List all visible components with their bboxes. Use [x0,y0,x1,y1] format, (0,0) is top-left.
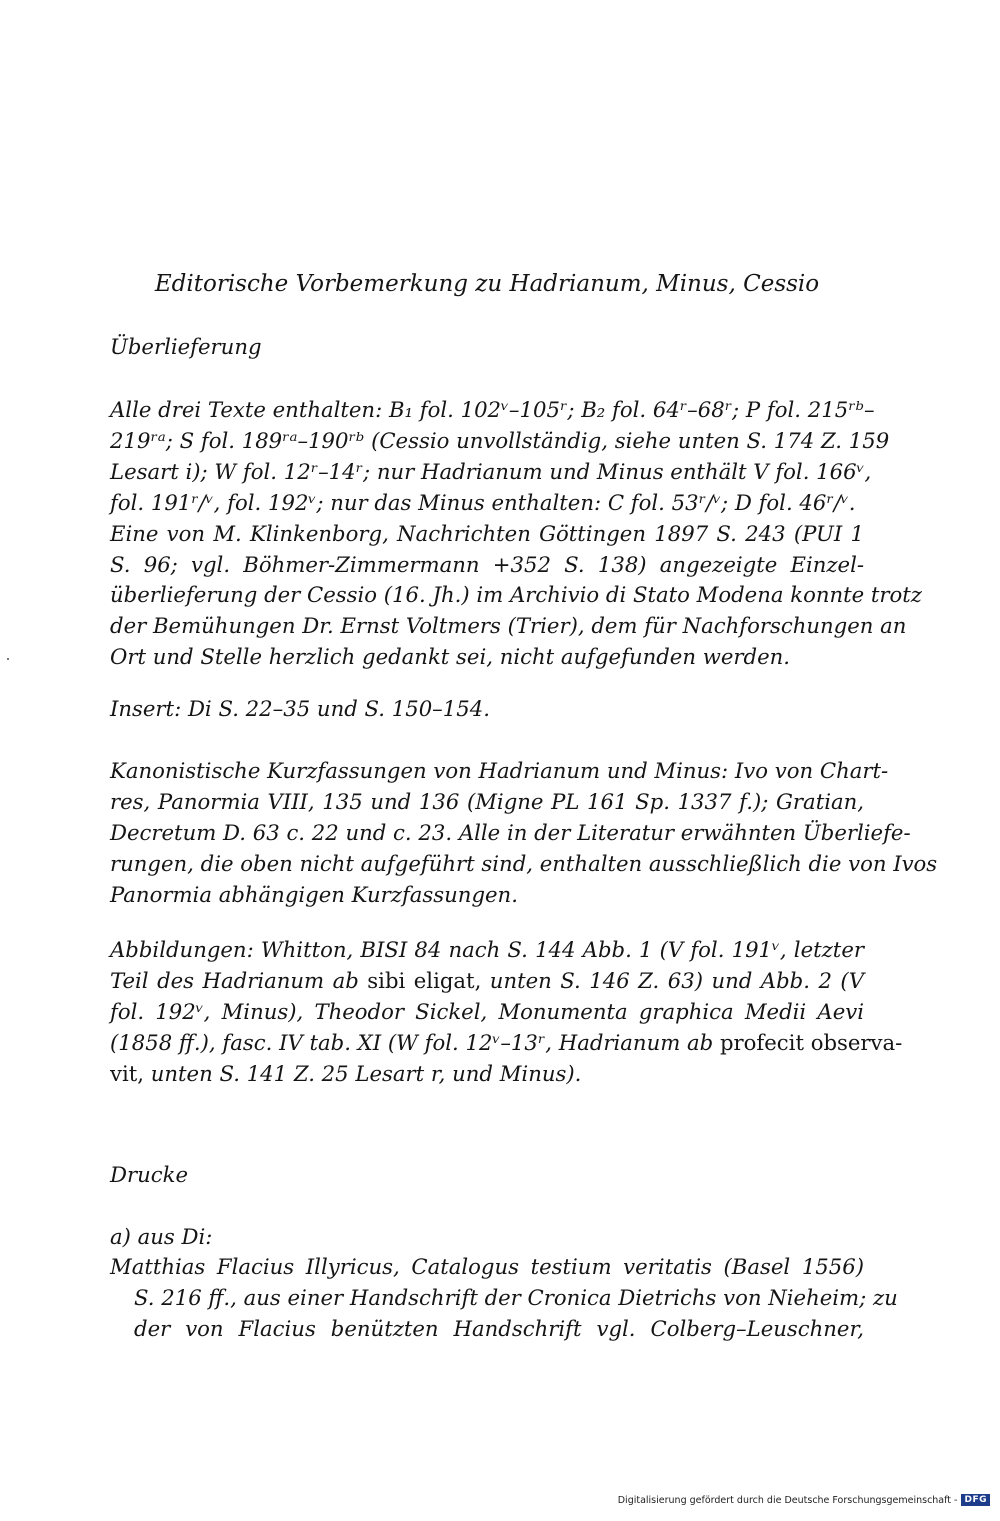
text-line: res, Panormia VIII, 135 und 136 (Migne PL 161 Sp. 1337 f.); Gratian, [110,788,864,814]
roman-quote: vit, [110,1060,144,1086]
text-line: Decretum D. 63 c. 22 und c. 23. Alle in der Literatur erwähnten Überliefe- [110,819,911,845]
section-heading-ueberlieferung: Überlieferung [110,334,262,359]
text-line: Abbildungen: Whitton, BISI 84 nach S. 144 Abb. 1 (V fol. 191ᵛ, letzter [110,937,864,962]
text-line: Eine von M. Klinkenborg, Nachrichten Göttingen 1897 S. 243 (PUI 1 [110,520,864,546]
text-line [110,1028,903,1059]
text-run: (1858 ff.), fasc. IV tab. XI (W fol. 12ᵛ–13ʳ, Hadrianum ab [110,1029,720,1055]
text-run: unten S. 141 Z. 25 Lesart r, und Minus). [144,1060,582,1086]
text-line: S. 96; vgl. Böhmer-Zimmermann +352 S. 138) angezeigte Einzel- [110,551,864,577]
paragraph-ueberlieferung [110,395,922,673]
text-line: Kanonistische Kurzfassungen von Hadrianum und Minus: Ivo von Chart- [110,758,889,783]
paragraph-abbildungen [110,935,903,1090]
text-line: rungen, die oben nicht aufgeführt sind, enthalten ausschließlich die von Ivos [110,850,938,876]
text-run: unten S. 146 Z. 63) und Abb. 2 (V [481,967,864,993]
text-run: Teil des Hadrianum ab [110,967,368,993]
document-page [110,0,938,1521]
text-line: Lesart i); W fol. 12ʳ–14ʳ; nur Hadrianum und Minus enthält V fol. 166ᵛ, [110,458,872,484]
drucke-subheading: a) aus Di: [110,1224,213,1249]
text-line: S. 216 ff., aus einer Handschrift der Cronica Dietrichs von Nieheim; zu [134,1284,898,1310]
text-line: Ort und Stelle herzlich gedankt sei, nicht aufgefunden werden. [110,644,790,670]
insert-line: Insert: Di S. 22–35 und S. 150–154. [110,696,490,721]
text-line: fol. 192ᵛ, Minus), Theodor Sickel, Monumenta graphica Medii Aevi [110,998,864,1024]
digitization-credit [618,1494,990,1506]
section-heading-drucke: Drucke [110,1162,189,1187]
text-line: der Bemühungen Dr. Ernst Voltmers (Trier), dem für Nachforschungen an [110,613,907,639]
roman-quote: profecit observa- [719,1029,903,1055]
paragraph-drucke [110,1252,898,1345]
text-line [110,966,864,997]
text-line: der von Flacius benützten Handschrift vgl. Colberg–Leuschner, [134,1315,864,1341]
text-line: überlieferung der Cessio (16. Jh.) im Archivio di Stato Modena konnte trotz [110,582,922,608]
text-line: Panormia abhängigen Kurzfassungen. [110,881,518,907]
text-line: 219ʳᵃ; S fol. 189ʳᵃ–190ʳᵇ (Cessio unvollständig, siehe unten S. 174 Z. 159 [110,427,890,453]
text-line [110,1059,864,1090]
text-line: Alle drei Texte enthalten: B₁ fol. 102ᵛ–105ʳ; B₂ fol. 64ʳ–68ʳ; P fol. 215ʳᵇ– [110,397,875,422]
margin-mark [7,658,9,660]
page-title: Editorische Vorbemerkung zu Hadrianum, Minus, Cessio [154,271,820,297]
roman-quote: sibi eligat, [367,967,482,993]
text-line: Matthias Flacius Illyricus, Catalogus testium veritatis (Basel 1556) [110,1254,864,1279]
text-line: fol. 191ʳ/ᵛ, fol. 192ᵛ; nur das Minus enthalten: C fol. 53ʳ/ᵛ; D fol. 46ʳ/ᵛ. [110,489,856,515]
paragraph-kanonistische [110,756,938,911]
credit-text: Digitalisierung gefördert durch die Deutsche Forschungsgemeinschaft - [617,1494,958,1506]
dfg-logo: DFG [961,1494,990,1506]
